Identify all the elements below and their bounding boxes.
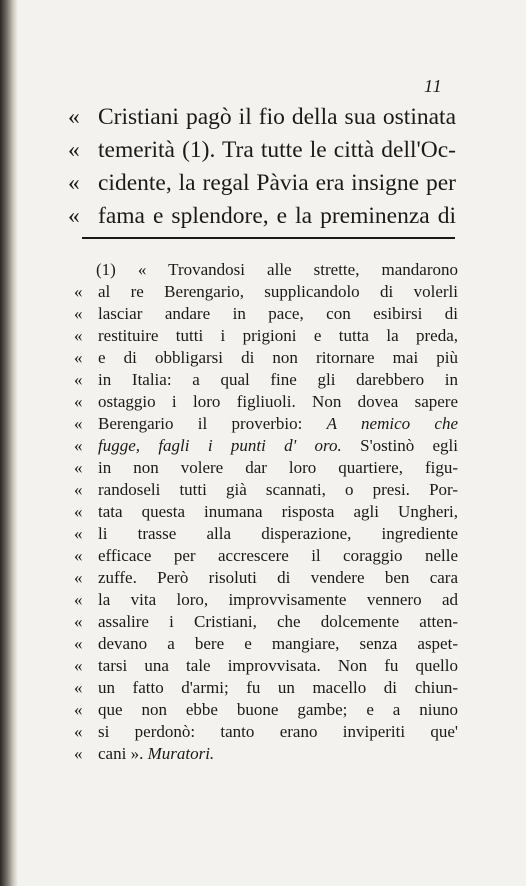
footnote-line-text: efficace per accrescere il coraggio nelle xyxy=(98,546,458,565)
quote-mark: « xyxy=(74,436,83,455)
quote-mark: « xyxy=(74,590,83,609)
footnote-separator-rule xyxy=(82,237,455,239)
footnote-text-roman: Berengario il proverbio: xyxy=(98,414,327,433)
proverb-italic: fugge, fagli i punti d' oro. xyxy=(98,436,342,455)
footnote-line-text: in non volere dar loro quartiere, figu- xyxy=(98,458,458,477)
main-line-text: cidente, la regal Pàvia era insigne per xyxy=(98,170,456,196)
footnote-line-text: ostaggio i loro figliuoli. Non dovea sapere xyxy=(98,392,458,411)
book-binding-shadow xyxy=(0,0,18,886)
quote-mark: « xyxy=(74,326,83,345)
quote-mark: « xyxy=(74,744,83,763)
quote-mark: « xyxy=(68,104,80,130)
quote-mark: « xyxy=(74,678,83,697)
footnote-line-text xyxy=(98,743,458,765)
footnote-line-text: li trasse alla disperazione, ingrediente xyxy=(98,524,458,543)
quote-mark: « xyxy=(74,546,83,565)
footnote-line-text: tarsi una tale improvvisata. Non fu quello xyxy=(98,656,458,675)
quote-mark: « xyxy=(68,137,80,163)
footnote-line-text: tata questa inumana risposta agli Ungheri, xyxy=(98,502,458,521)
footnote-line-text: restituire tutti i prigioni e tutta la preda, xyxy=(98,326,458,345)
footnote-line-text xyxy=(98,413,458,435)
main-line-text: fama e splendore, e la preminenza di xyxy=(98,203,456,229)
main-line-text: Cristiani pagò il fio della sua ostinata xyxy=(98,104,456,130)
quote-mark: « xyxy=(74,612,83,631)
footnote-line-text xyxy=(98,435,458,457)
quote-mark: « xyxy=(74,722,83,741)
quote-mark: « xyxy=(74,282,83,301)
footnote-text-roman: cani ». xyxy=(98,744,148,763)
footnote-line-text: si perdonò: tanto erano inviperiti que' xyxy=(98,722,458,741)
footnote-line-text: lasciar andare in pace, con esibirsi di xyxy=(98,304,458,323)
footnote-line-text: (1) « Trovandosi alle strette, mandarono xyxy=(96,260,458,279)
quote-mark: « xyxy=(68,170,80,196)
quote-mark: « xyxy=(74,458,83,477)
footnote-line-text: la vita loro, improvvisamente vennero ad xyxy=(98,590,458,609)
footnote-line-text: que non ebbe buone gambe; e a niuno xyxy=(98,700,458,719)
page-number: 11 xyxy=(424,76,443,96)
footnote-line-text: randoseli tutti già scannati, o presi. Por- xyxy=(98,480,458,499)
quote-mark: « xyxy=(74,348,83,367)
source-attribution: Muratori. xyxy=(147,744,215,763)
quote-mark: « xyxy=(74,700,83,719)
footnote-line-text: devano a bere e mangiare, senza aspet- xyxy=(98,634,458,653)
quote-mark: « xyxy=(74,568,83,587)
main-line-text: temerità (1). Tra tutte le città dell'Oc- xyxy=(98,137,456,163)
quote-mark: « xyxy=(74,304,83,323)
footnote-line-text: assalire i Cristiani, che dolcemente atten- xyxy=(98,612,458,631)
quote-mark: « xyxy=(74,480,83,499)
quote-mark: « xyxy=(74,656,83,675)
quote-mark: « xyxy=(74,524,83,543)
footnote-line-text: in Italia: a qual fine gli darebbero in xyxy=(98,370,458,389)
quote-mark: « xyxy=(74,502,83,521)
quote-mark: « xyxy=(68,203,80,229)
footnote-line-text: zuffe. Però risoluti di vendere ben cara xyxy=(98,568,458,587)
footnote-text-roman: S'ostinò egli xyxy=(341,436,458,455)
footnote-line-text: al re Berengario, supplicandolo di volerli xyxy=(98,282,458,301)
quote-mark: « xyxy=(74,370,83,389)
footnote-line-text: e di obbligarsi di non ritornare mai più xyxy=(98,348,458,367)
footnote-line-text: un fatto d'armi; fu un macello di chiun- xyxy=(98,678,458,697)
proverb-italic: A nemico che xyxy=(326,414,458,433)
quote-mark: « xyxy=(74,392,83,411)
quote-mark: « xyxy=(74,634,83,653)
quote-mark: « xyxy=(74,414,83,433)
